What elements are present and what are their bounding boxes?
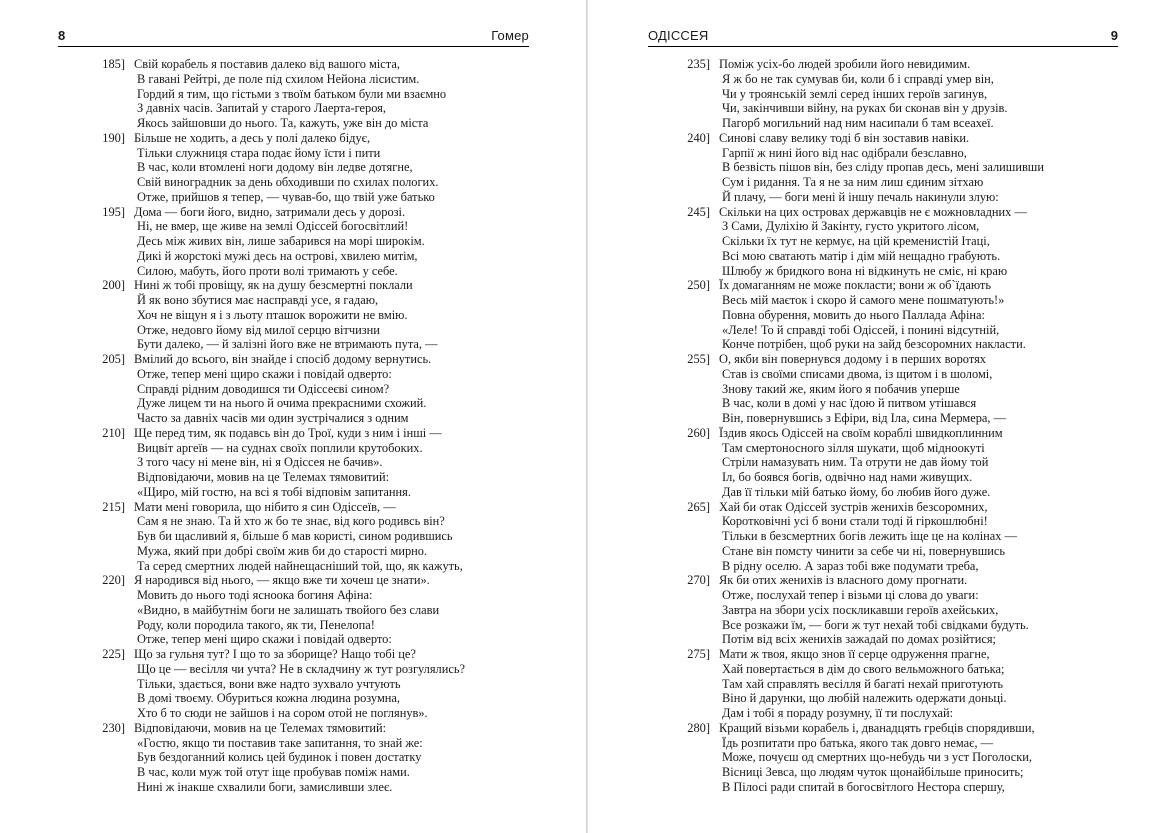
verse-line xyxy=(95,559,515,574)
left-page xyxy=(0,0,586,833)
verse-text: Відповідаючи, мовив на це Телемах тямовитий: xyxy=(134,720,387,735)
verse-line xyxy=(680,426,1100,441)
verse-text: Поміж усіх-бо людей зробили його невидимим. xyxy=(719,57,971,71)
verse-text: Весь мій маєток і скоро й самого мене пошматують!» xyxy=(722,293,1005,307)
verse-line xyxy=(680,278,1100,293)
verse-text: Вмілий до всього, він знайде і спосіб додому вернутись. xyxy=(134,352,432,366)
verse-text: Чи, закінчивши війну, на руках би сконав він у друзів. xyxy=(722,101,1008,116)
verse-line xyxy=(95,618,515,633)
verse-text: Що за гульня тут? І що то за зборище? Нащо тобі це? xyxy=(134,647,416,661)
verse-text: Став із своїми списами двома, із щитом і в шоломі, xyxy=(722,366,993,381)
verse-line xyxy=(680,293,1100,308)
verse-text: Та серед смертних людей найнещасніший той, що, як кажуть, xyxy=(137,558,463,573)
verse-text: Завтра на збори усіх поскликавши героїв ахейських, xyxy=(722,602,999,617)
verse-text: Дуже лицем ти на нього й очима прекрасними схожий. xyxy=(137,396,427,411)
verse-line xyxy=(680,396,1100,411)
verse-line xyxy=(680,603,1100,618)
verse-line xyxy=(95,396,515,411)
verse-line xyxy=(680,544,1100,559)
verse-text: Вісниці Зевса, що людям чуток щонайбільше приносить; xyxy=(722,765,1024,779)
verse-line xyxy=(95,160,515,175)
verse-line xyxy=(680,249,1100,264)
verse-line xyxy=(95,87,515,102)
verse-line xyxy=(95,101,515,116)
verse-text: Ні, не вмер, ще живе на землі Одіссей богосвітлий! xyxy=(137,219,409,234)
verse-text: Знову такий же, яким його я побачив уперше xyxy=(722,381,960,396)
verse-text: В рідну оселю. А зараз тобі вже подумати треба, xyxy=(722,558,979,573)
verse-line xyxy=(680,441,1100,456)
page-number: 8 xyxy=(58,28,66,43)
verse-line xyxy=(680,219,1100,234)
verse-line xyxy=(95,131,515,146)
verse-line xyxy=(680,573,1100,588)
right-page xyxy=(590,0,1175,833)
verse-text: Всі мою сватають матір і дім мій нещадно грабують. xyxy=(722,248,1001,263)
verse-line xyxy=(95,780,515,795)
verse-text: Їздив якось Одіссей на своїм кораблі швидкоплинним xyxy=(719,425,1003,440)
running-title: Гомер xyxy=(491,28,529,43)
verse-text: Конче потрібен, щоб руки на зайд безсоромних накласти. xyxy=(722,337,1026,352)
line-number: 250] xyxy=(687,278,710,293)
verse-line xyxy=(680,160,1100,175)
verse-text: З того часу ні мене він, ні я Одіссея не бачив». xyxy=(137,455,383,470)
verse-text: В час, коли муж той отут іще пробував поміж нами. xyxy=(137,765,410,779)
verse-line xyxy=(95,323,515,338)
verse-line xyxy=(95,337,515,352)
line-number: 215] xyxy=(102,499,125,514)
verse-line xyxy=(680,470,1100,485)
line-number: 275] xyxy=(687,647,710,661)
verse-line xyxy=(680,382,1100,397)
verse-text: Він, повернувшись з Ефіри, від Іла, сина Мермера, — xyxy=(722,411,1007,425)
page-number: 9 xyxy=(1110,28,1118,43)
verse-text: Шлюбу ж бридкого вона ні відкинуть не сміє, ні краю xyxy=(722,263,1008,278)
verse-line xyxy=(680,500,1100,515)
line-number: 240] xyxy=(687,130,710,145)
verse-text: «Видно, в майбутнім боги не залишать твойого без слави xyxy=(137,602,440,617)
verse-line xyxy=(680,632,1100,647)
verse-line xyxy=(680,618,1100,633)
verse-text: Все розкажи їм, — боги ж тут нехай тобі свідками будуть. xyxy=(722,617,1029,632)
verse-text: Що це — весілля чи учта? Не в складчину ж тут розгулялись? xyxy=(137,661,466,676)
verse-text: Десь між живих він, лише забарився на морі широкім. xyxy=(137,234,425,248)
verse-line xyxy=(680,352,1100,367)
verse-line xyxy=(680,559,1100,574)
verse-text: Там смертоносного зілля шукати, щоб мідноокуті xyxy=(722,440,985,455)
verse-line xyxy=(680,57,1100,72)
verse-line xyxy=(680,367,1100,382)
verse-line xyxy=(95,647,515,662)
verse-text: З давніх часів. Запитай у старого Лаерта-героя, xyxy=(137,101,386,116)
verse-text: Кращий візьми корабель і, дванадцять гребців спорядивши, xyxy=(719,720,1035,735)
verse-line xyxy=(680,205,1100,220)
verse-text: Пагорб могильний над ним насипали б там всеахеї. xyxy=(722,116,994,130)
verse-line xyxy=(680,514,1100,529)
verse-line xyxy=(680,190,1100,205)
verse-line xyxy=(95,264,515,279)
verse-line xyxy=(680,588,1100,603)
verse-line xyxy=(680,72,1100,87)
verse-text: Як би отих женихів із власного дому прогнати. xyxy=(719,573,968,588)
verse-text: «Леле! То й справді тобі Одіссей, і понині відсутній, xyxy=(722,322,1000,337)
verse-text: В Пілосі ради спитай в богосвітлого Нестора спершу, xyxy=(722,779,1005,794)
verse-line xyxy=(680,662,1100,677)
verse-line xyxy=(680,264,1100,279)
verse-line xyxy=(680,116,1100,131)
verse-line xyxy=(680,765,1100,780)
verse-line xyxy=(680,175,1100,190)
verse-line xyxy=(95,308,515,323)
verse-text: Мати мені говорила, що нібито я син Одіссеїв, — xyxy=(134,499,396,514)
verse-text: Тільки в безсмертних богів лежить іще це на колінах — xyxy=(722,529,1017,543)
verse-line xyxy=(95,72,515,87)
verse-text: Синові славу велику тоді б він зоставив навіки. xyxy=(719,130,970,145)
verse-text: Свій виноградник за день обходивши по схилах пологих. xyxy=(137,175,439,189)
verse-line xyxy=(95,352,515,367)
verse-line xyxy=(680,308,1100,323)
verse-text: Дам і тобі я пораду розумну, її ти послухай: xyxy=(722,706,954,720)
verse-line xyxy=(95,750,515,765)
verse-line xyxy=(95,632,515,647)
verse-line xyxy=(95,603,515,618)
verse-line xyxy=(680,647,1100,662)
verse-line xyxy=(95,544,515,559)
verse-line xyxy=(95,146,515,161)
verse-line xyxy=(95,588,515,603)
verse-text: Більше не ходить, а десь у полі далеко бідує, xyxy=(134,130,371,145)
verse-line xyxy=(95,441,515,456)
verse-text: Дикі й жорстокі мужі десь на острові, хвилею митім, xyxy=(137,248,418,263)
verse-line xyxy=(680,750,1100,765)
verse-line xyxy=(680,721,1100,736)
verse-line xyxy=(95,677,515,692)
verse-text: Сум і ридання. Та я не за ним лиш єдиним зітхаю xyxy=(722,175,984,189)
verse-text: Дав її тільки мій батько йому, бо любив його дуже. xyxy=(722,484,991,499)
verse-text: В безвість пішов він, без сліду пропав десь, мені залишивши xyxy=(722,160,1044,175)
verse-text: Віно й дарунки, що любій належить одержати доньці. xyxy=(722,691,1007,706)
line-number: 270] xyxy=(687,573,710,588)
verse-line xyxy=(95,278,515,293)
verse-text: Стане він помсту чинити за себе чи ні, повернувшись xyxy=(722,543,1006,558)
line-number: 265] xyxy=(687,499,710,514)
running-title: ОДІССЕЯ xyxy=(648,28,709,43)
verse-text: Гордий я тим, що гістьми з твоїм батьком були ми взаємно xyxy=(137,86,447,101)
verse-text: Стріли намазувать ним. Та отрути не дав йому той xyxy=(722,455,989,470)
verse-line xyxy=(680,780,1100,795)
verse-line xyxy=(680,87,1100,102)
verse-text: Хай би отак Одіссей зустрів женихів безсоромних, xyxy=(719,499,988,514)
verse-text: Там хай справлять весілля й багаті нехай приготують xyxy=(722,676,1004,691)
line-number: 230] xyxy=(102,720,125,735)
verse-line xyxy=(95,573,515,588)
verse-text: Гарпії ж нині його від нас одібрали безславно, xyxy=(722,145,967,160)
verse-line xyxy=(95,205,515,220)
verse-line xyxy=(680,337,1100,352)
verse-text: Й плачу, — боги мені й іншу печаль накинули злую: xyxy=(722,189,999,204)
verse-text: Якось зайшовши до нього. Та, кажуть, уже він до міста xyxy=(137,116,429,130)
verse-text: Вицвіт аргеїв — на суднах своїх поплили крутобоких. xyxy=(137,440,423,455)
verse-text: Мовить до нього тоді ясноока богиня Афіна: xyxy=(137,588,373,602)
verse-text: Потім від всіх женихів зажадай по домах розійтися; xyxy=(722,632,996,647)
verse-text: Отже, тепер мені щиро скажи і повідай одверто: xyxy=(137,632,392,647)
verse-line xyxy=(95,116,515,131)
page-header xyxy=(648,28,1118,47)
verse-text: Дома — боги його, видно, затримали десь у дорозі. xyxy=(134,204,406,219)
verse-text: Коротковічні усі б вони стали тоді й гіркошлюбні! xyxy=(722,514,988,529)
verse-text: В гавані Рейтрі, де поле під схилом Нейона лісистим. xyxy=(137,71,420,86)
verse-text: В час, коли втомлені ноги додому він ледве дотягне, xyxy=(137,160,413,175)
verse-text: В час, коли в домі у нас їдою й питвом утішався xyxy=(722,396,977,411)
line-number: 260] xyxy=(687,425,710,440)
verse-line xyxy=(95,367,515,382)
verse-text: Сам я не знаю. Та й хто ж бо те знає, від кого родивсь він? xyxy=(137,514,445,529)
verse-line xyxy=(95,662,515,677)
verse-text: Ще перед тим, як подавсь він до Трої, куди з ним і інші — xyxy=(134,425,442,440)
line-number: 220] xyxy=(102,573,125,588)
verse-text: Їх домаганням не може покласти; вони ж об`їдають xyxy=(719,278,991,293)
verse-text: Скільки на цих островах державців не є можновладних — xyxy=(719,204,1027,219)
verse-text: Свій корабель я поставив далеко від вашого міста, xyxy=(134,57,400,71)
verse-line xyxy=(95,691,515,706)
verse-line xyxy=(95,736,515,751)
book-spine xyxy=(586,0,588,833)
verse-line xyxy=(95,426,515,441)
verse-line xyxy=(680,455,1100,470)
verse-text: Отже, послухай тепер і візьми ці слова до уваги: xyxy=(722,588,979,602)
verse-text: Тільки, здається, вони вже надто зухвало учтують xyxy=(137,676,401,691)
verse-line xyxy=(680,323,1100,338)
line-number: 225] xyxy=(102,647,125,661)
verse-line xyxy=(95,706,515,721)
verse-line xyxy=(680,736,1100,751)
verse-text: «Щиро, мій гостю, на всі я тобі відповім запитання. xyxy=(137,484,411,499)
verse-line xyxy=(680,485,1100,500)
verse-text: Відповідаючи, мовив на це Телемах тямовитий: xyxy=(137,470,390,484)
verse-text: Скільки їх тут не кермує, на цій кременистій Ітаці, xyxy=(722,234,990,248)
verse-line xyxy=(95,175,515,190)
verse-text: Їдь розпитати про батька, якого так довго немає, — xyxy=(722,735,994,750)
verse-text: Й як воно збутися має насправді усе, я гадаю, xyxy=(137,293,379,307)
verse-line xyxy=(680,529,1100,544)
verse-line xyxy=(680,131,1100,146)
verse-text: Нині ж інакше схвалили боги, замисливши злеє. xyxy=(137,779,393,794)
verse-text: З Сами, Дуліхію й Закінту, густо укритого лісом, xyxy=(722,219,980,234)
verse-text: Нині ж тобі провіщу, як на душу безсмертні поклали xyxy=(134,278,413,293)
verse-text: Бути далеко, — й залізні його вже не втримають пута, — xyxy=(137,337,438,352)
verse-line xyxy=(680,677,1100,692)
line-number: 255] xyxy=(687,352,710,366)
verse-text: Хто б то сюди не зайшов і на сором отой не поглянув». xyxy=(137,706,428,720)
verse-line xyxy=(95,190,515,205)
verse-text: Хай повертається в дім до свого вельможного батька; xyxy=(722,661,1005,676)
verse-text: В домі твоєму. Обуриться кожна людина розумна, xyxy=(137,691,401,706)
verse-text: Хоч не віщун я і з льоту пташок ворожити не вмію. xyxy=(137,307,408,322)
verse-line xyxy=(95,765,515,780)
verse-line xyxy=(95,382,515,397)
verse-line xyxy=(95,219,515,234)
verse-line xyxy=(95,721,515,736)
verse-block xyxy=(680,57,1100,795)
verse-line xyxy=(680,706,1100,721)
verse-line xyxy=(680,101,1100,116)
verse-line xyxy=(95,470,515,485)
verse-text: «Гостю, якщо ти поставив таке запитання, то знай же: xyxy=(137,735,423,750)
verse-text: Отже, недовго йому від милої серцю вітчизни xyxy=(137,322,380,337)
line-number: 205] xyxy=(102,352,125,366)
verse-line xyxy=(95,529,515,544)
verse-line xyxy=(680,234,1100,249)
verse-text: Повна обурення, мовить до нього Паллада Афіна: xyxy=(722,307,985,322)
verse-text: Я народився від нього, — якщо вже ти хочеш це знати». xyxy=(134,573,430,588)
verse-line xyxy=(95,485,515,500)
line-number: 245] xyxy=(687,204,710,219)
verse-text: Отже, тепер мені щиро скажи і повідай одверто: xyxy=(137,366,392,381)
line-number: 200] xyxy=(102,278,125,293)
verse-block xyxy=(95,57,515,795)
page-header xyxy=(58,28,529,47)
verse-text: Мужа, який при добрі своїм жив би до старості мирно. xyxy=(137,543,428,558)
verse-text: Отже, прийшов я тепер, — чував-бо, що твій уже батько xyxy=(137,189,435,204)
verse-text: Був би щасливий я, більше б мав користі, сином родившись xyxy=(137,529,453,543)
line-number: 185] xyxy=(102,57,125,71)
line-number: 210] xyxy=(102,425,125,440)
verse-line xyxy=(95,514,515,529)
verse-text: Силою, мабуть, його проти волі тримають у себе. xyxy=(137,263,398,278)
line-number: 235] xyxy=(687,57,710,71)
verse-text: О, якби він повернувся додому і в перших воротях xyxy=(719,352,986,366)
verse-line xyxy=(95,455,515,470)
verse-line xyxy=(680,146,1100,161)
verse-text: Іл, бо боявся богів, одвічно над нами живущих. xyxy=(722,470,973,484)
verse-line xyxy=(95,293,515,308)
verse-text: Був бездоганний колись цей будинок і повен достатку xyxy=(137,750,422,765)
verse-line xyxy=(95,411,515,426)
verse-text: Я ж бо не так сумував би, коли б і справді умер він, xyxy=(722,71,994,86)
verse-text: Може, почуєш од смертних що-небудь чи з уст Поголоски, xyxy=(722,750,1032,765)
verse-line xyxy=(95,500,515,515)
verse-line xyxy=(95,249,515,264)
verse-line xyxy=(680,691,1100,706)
verse-text: Справді рідним доводишся ти Одіссеєві сином? xyxy=(137,381,390,396)
verse-text: Чи у троянській землі серед інших героїв загинув, xyxy=(722,86,988,101)
line-number: 280] xyxy=(687,720,710,735)
verse-text: Часто за давніх часів ми один зустрічалися з одним xyxy=(137,411,409,425)
verse-line xyxy=(95,234,515,249)
verse-text: Тільки служниця стара подає йому їсти і пити xyxy=(137,145,381,160)
line-number: 190] xyxy=(102,130,125,145)
verse-line xyxy=(680,411,1100,426)
line-number: 195] xyxy=(102,204,125,219)
verse-line xyxy=(95,57,515,72)
verse-text: Роду, коли породила такого, як ти, Пенелопа! xyxy=(137,617,375,632)
verse-text: Мати ж твоя, якщо знов її серце одруження прагне, xyxy=(719,647,990,661)
